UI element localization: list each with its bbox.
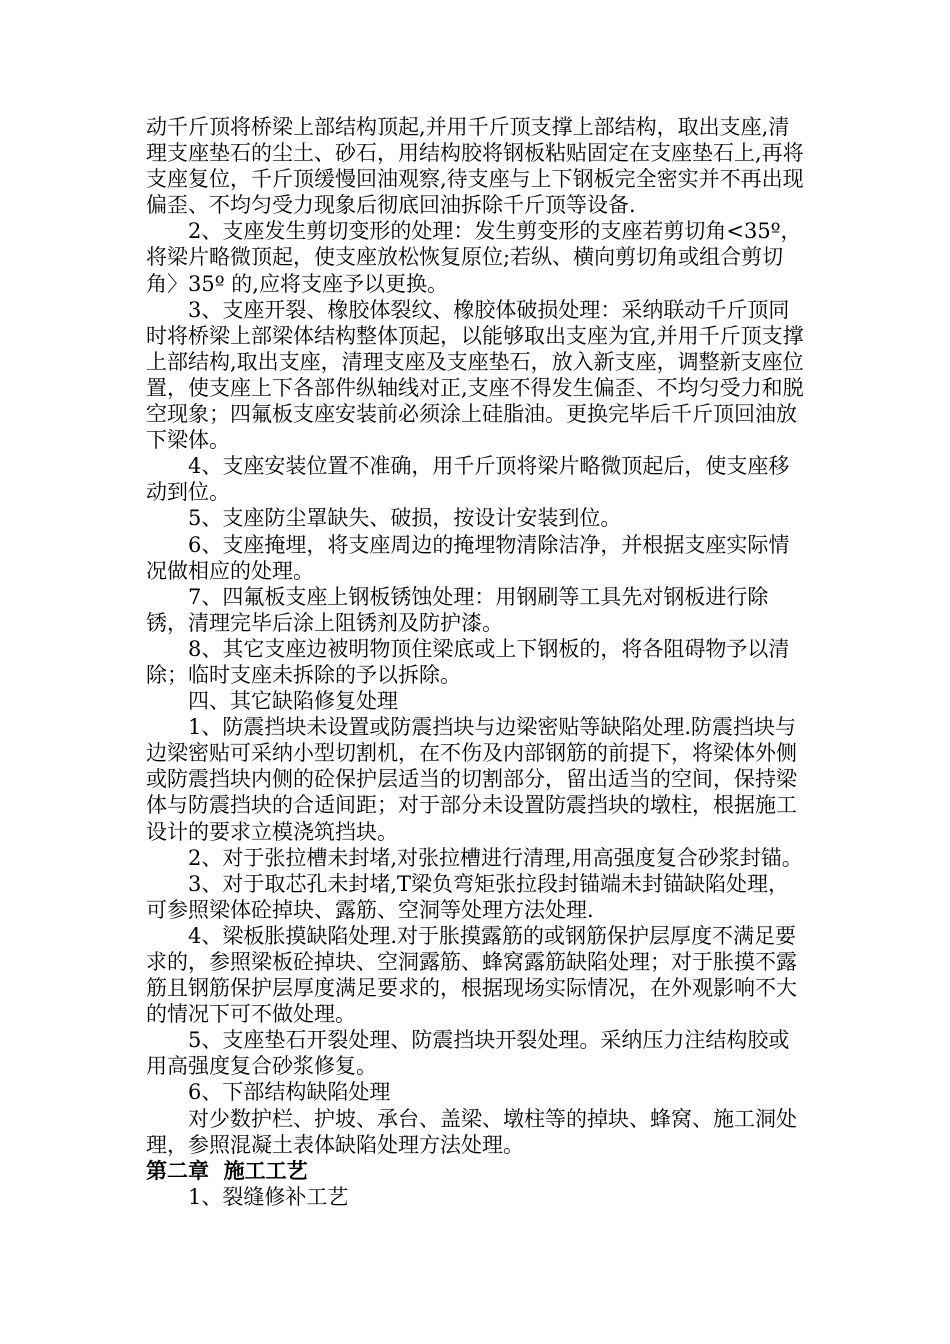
chapter-heading: 第二章 施工工艺 (146, 1158, 308, 1183)
paragraph-bearing-crack: 3、支座开裂、橡胶体裂纹、橡胶体破损处理：采纳联动千斤顶同时将桥梁上部梁体结构整体顶起，以能够取出支座为宜,并用千斤顶支撑上部结构,取出支座，清理支座及支座垫石，放入新支座，调整新支座位置，使支座上下各部件纵轴线对正,支座不得发生偏歪、不均匀受力和脱空现象；四氟板支座安装前必须涂上硅脂油。更换完毕后千斤顶回油放下梁体。 (146, 297, 804, 453)
paragraph-obstruction: 8、其它支座边被明物顶住梁底或上下钢板的，将各阻碍物予以清除；临时支座未拆除的予以拆除。 (146, 636, 790, 687)
section-heading-other-defects: 四、其它缺陷修复处理 (188, 689, 398, 714)
paragraph-anti-seismic-block: 1、防震挡块未设置或防震挡块与边梁密贴等缺陷处理.防震挡块与边梁密贴可采纳小型切割机，在不伤及内部钢筋的前提下，将梁体外侧或防震挡块内侧的砼保护层适当的切割部分，留出适当的空间，保持梁体与防震挡块的合适间距；对于部分未设置防震挡块的墩柱，根据施工设计的要求立模浇筑挡块。 (146, 715, 797, 844)
subheading-substructure: 6、下部结构缺陷处理 (188, 1080, 391, 1105)
paragraph-substructure-detail: 对少数护栏、护坡、承台、盖梁、墩柱等的掉块、蜂窝、施工洞处理，参照混凝土表体缺陷处理方法处理。 (146, 1106, 797, 1157)
paragraph-bearing-position: 4、支座安装位置不准确，用千斤顶将梁片略微顶起后，使支座移动到位。 (146, 454, 790, 505)
paragraph-tension-groove: 2、对于张拉槽未封堵,对张拉槽进行清理,用高强度复合砂浆封锚。 (188, 845, 803, 870)
paragraph-steel-corrosion: 7、四氟板支座上钢板锈蚀处理：用钢刷等工具先对钢板进行除锈，清理完毕后涂上阻锈剂及防护漆。 (146, 584, 769, 635)
subheading-crack-repair: 1、裂缝修补工艺 (188, 1184, 349, 1209)
paragraph-pad-crack: 5、支座垫石开裂处理、防震挡块开裂处理。采纳压力注结构胶或用高强度复合砂浆修复。 (146, 1028, 790, 1079)
paragraph-core-hole: 3、对于取芯孔未封堵,T梁负弯矩张拉段封锚端未封锚缺陷处理，可参照梁体砼掉块、露筋、空洞等处理方法处理. (146, 871, 790, 922)
paragraph-formwork-bulge: 4、梁板胀摸缺陷处理.对于胀摸露筋的或钢筋保护层厚度不满足要求的，参照梁板砼掉块、空洞露筋、蜂窝露筋缺陷处理；对于胀摸不露筋且钢筋保护层厚度满足要求的，根据现场实际情况，在外观影响不大的情况下可不做处理。 (146, 923, 797, 1027)
paragraph-bearing-buried: 6、支座掩埋，将支座周边的掩埋物清除洁净，并根据支座实际情况做相应的处理。 (146, 532, 790, 583)
paragraph-bearing-shear: 2、支座发生剪切变形的处理：发生剪变形的支座若剪切角<35º，将梁片略微顶起，使支座放松恢复原位;若纵、横向剪切角或组合剪切角〉35º 的,应将支座予以更换。 (146, 219, 802, 296)
paragraph-continuation: 动千斤顶将桥梁上部结构顶起,并用千斤顶支撑上部结构，取出支座,清理支座垫石的尘土、砂石，用结构胶将钢板粘贴固定在支座垫石上,再将支座复位，千斤顶缓慢回油观察,待支座与上下钢板完全密实并不再出现偏歪、不均匀受力现象后彻底回油拆除千斤顶等设备. (146, 115, 804, 218)
document-page (146, 114, 806, 1210)
paragraph-dust-cover: 5、支座防尘罩缺失、破损，按设计安装到位。 (188, 506, 622, 531)
